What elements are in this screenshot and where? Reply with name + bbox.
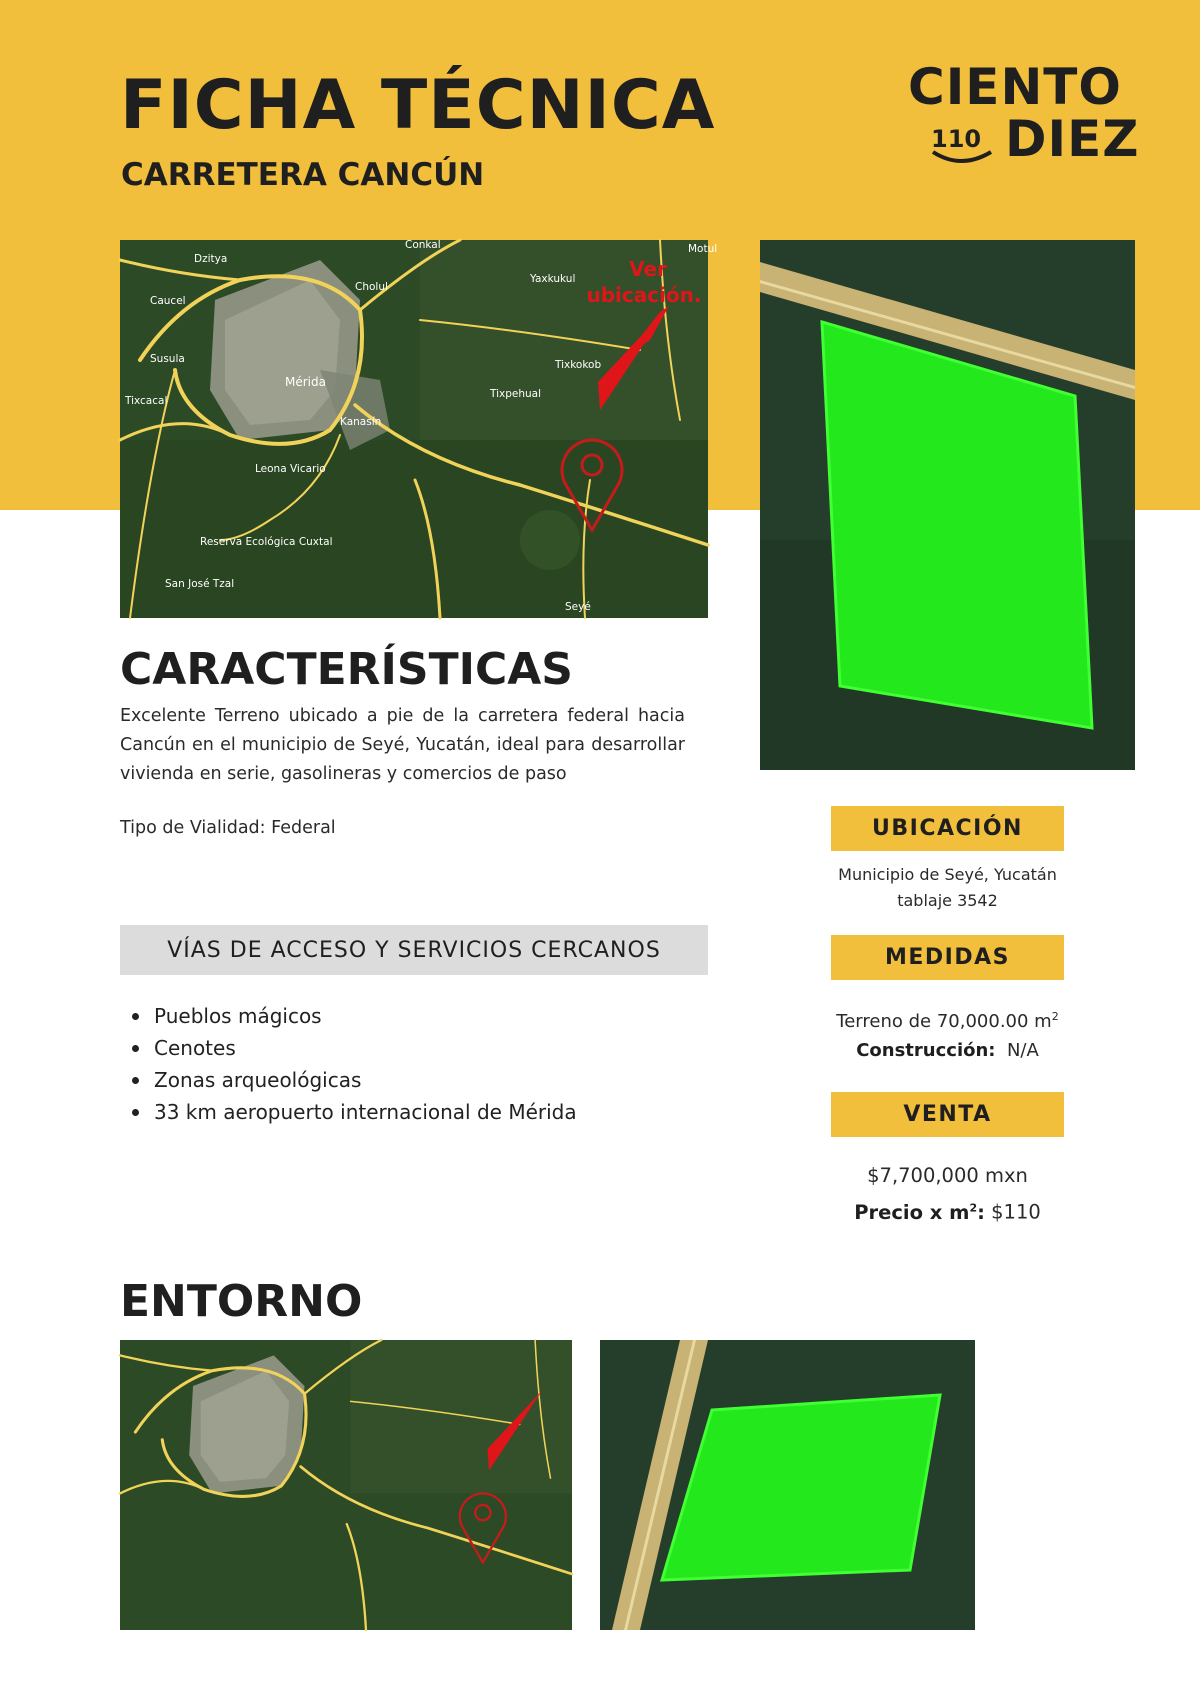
map-label: Tixpehual: [490, 388, 542, 400]
section-title-caracteristicas: CARACTERÍSTICAS: [120, 644, 573, 695]
price-value: $7,700,000 mxn: [867, 1164, 1028, 1187]
description-text: Excelente Terreno ubicado a pie de la carretera federal hacia Cancún en el municipio de Seyé, Yucatán, ideal para desarrollar vivienda en serie, gasolineras y comercios de paso: [120, 706, 685, 784]
medidas-info: [800, 1002, 1095, 1065]
map-label: Kanasín: [340, 416, 382, 428]
satellite-image-small: [600, 1340, 975, 1630]
ubicacion-line1: Municipio de Seyé, Yucatán: [838, 865, 1057, 884]
section-title-entorno: ENTORNO: [120, 1276, 363, 1327]
logo-line2: DIEZ: [1005, 110, 1140, 168]
ubicacion-info: [800, 862, 1095, 914]
logo-number: 110: [931, 125, 982, 153]
satellite-image: [760, 240, 1135, 770]
ubicacion-line2: tablaje 3542: [897, 891, 998, 910]
services-list: [120, 1000, 577, 1128]
venta-badge: VENTA: [831, 1092, 1064, 1137]
map-label: Seyé: [565, 601, 591, 613]
list-item: Cenotes: [154, 1032, 577, 1064]
map-label: Tixkokob: [555, 359, 602, 371]
map-label: Caucel: [150, 295, 186, 307]
list-item: Pueblos mágicos: [154, 1000, 577, 1032]
map-label: Yaxkukul: [530, 273, 576, 285]
vias-title: VÍAS DE ACCESO Y SERVICIOS CERCANOS: [167, 937, 661, 963]
vias-header: [120, 925, 708, 975]
page-subtitle: CARRETERA CANCÚN: [121, 157, 485, 193]
map-label: Cholul: [355, 281, 388, 293]
precio-m2-row: Precio x $m^2$: $110: [854, 1200, 1041, 1224]
map-label: Susula: [150, 353, 185, 365]
construccion-row: Construcción: N/A: [856, 1040, 1039, 1061]
map-label: Conkal: [405, 239, 441, 251]
venta-info: [800, 1160, 1095, 1229]
map-label: Dzitya: [194, 253, 228, 265]
map-label: San José Tzal: [165, 578, 235, 590]
map-label: Motul: [688, 243, 718, 255]
logo-line1: CIENTO: [908, 58, 1122, 116]
terreno-value: Terreno de 70,000.00 $m^2$: [836, 1010, 1059, 1032]
map-label: Mérida: [285, 375, 326, 389]
list-item: 33 km aeropuerto internacional de Mérida: [154, 1096, 577, 1128]
medidas-badge: MEDIDAS: [831, 935, 1064, 980]
map-label: Tixcacal: [125, 395, 168, 407]
smile-icon: [927, 140, 997, 166]
ver-ubicacion-line2: ubicación.: [586, 283, 702, 307]
map-label: Leona Vicario: [255, 463, 326, 475]
ubicacion-badge: UBICACIÓN: [831, 806, 1064, 851]
vialidad-text: Tipo de Vialidad: Federal: [120, 818, 336, 838]
list-item: Zonas arqueológicas: [154, 1064, 577, 1096]
brand-logo: [905, 58, 1140, 172]
location-map[interactable]: [120, 239, 718, 618]
page-title: FICHA TÉCNICA: [120, 66, 716, 145]
location-map-small[interactable]: [120, 1340, 572, 1630]
ver-ubicacion-line1: Ver: [629, 257, 667, 281]
map-label: Reserva Ecológica Cuxtal: [200, 536, 333, 548]
